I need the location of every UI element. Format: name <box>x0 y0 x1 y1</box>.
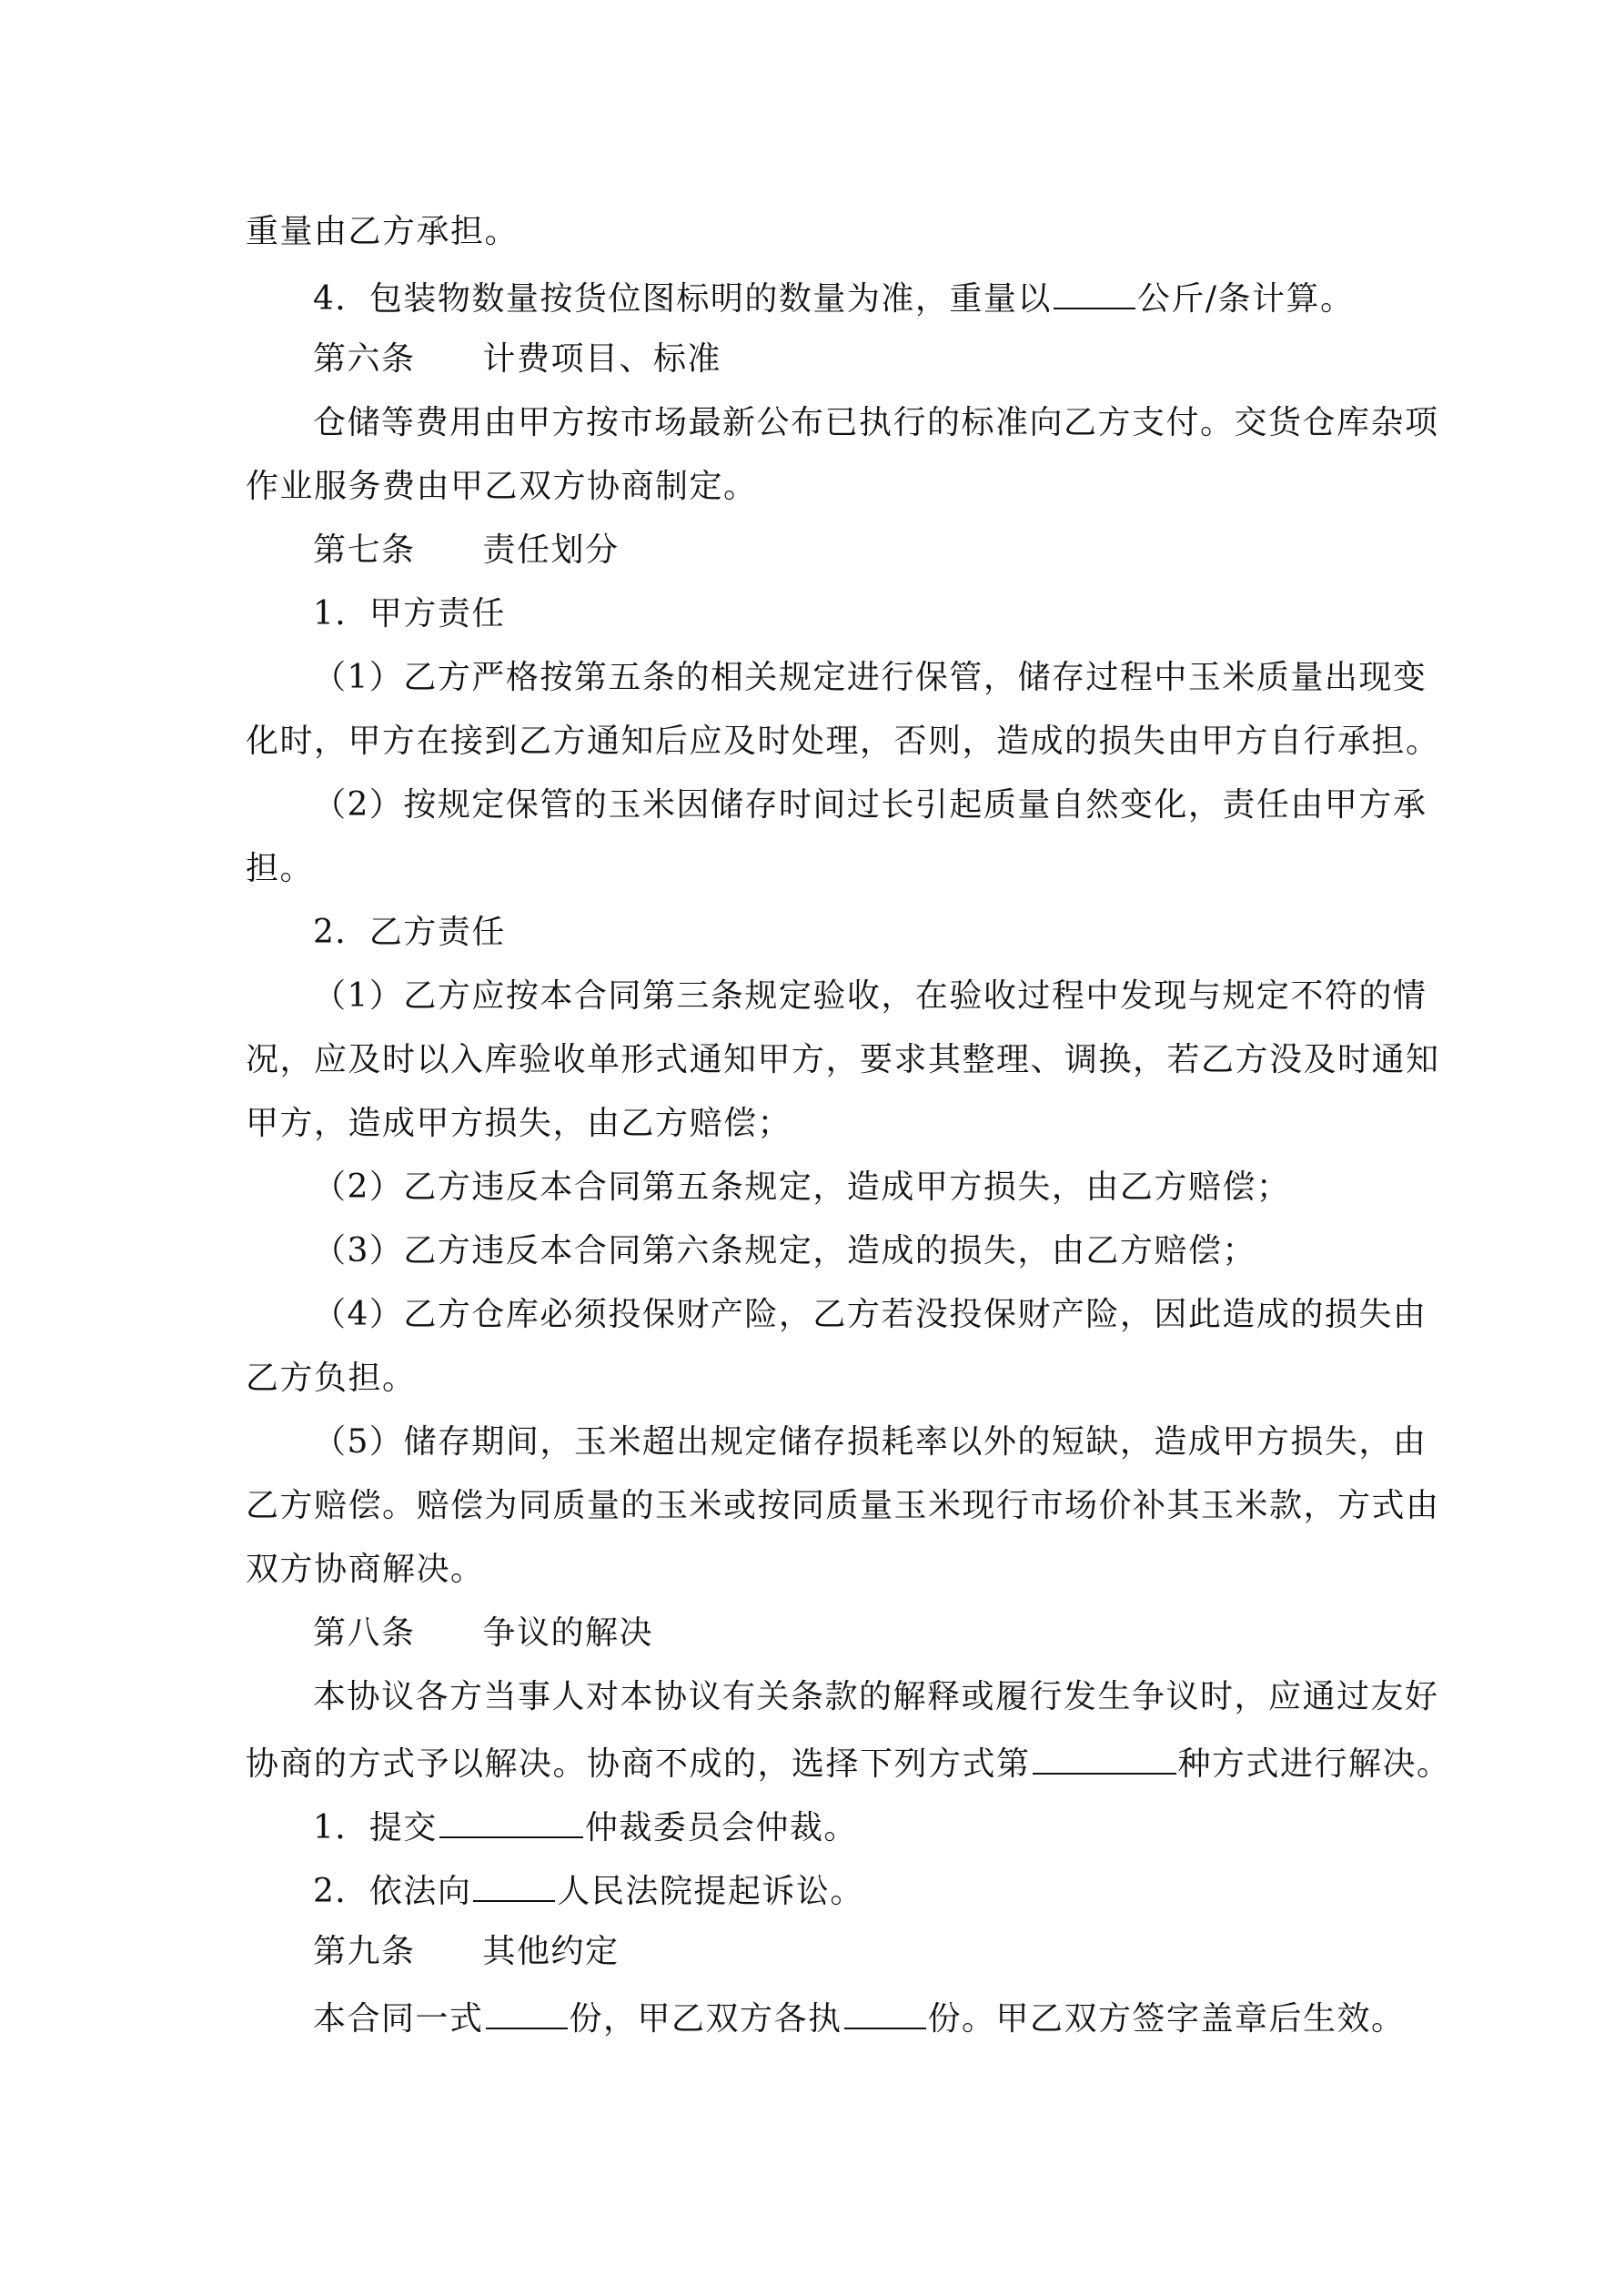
text-segment: 份，甲乙双方各执 <box>569 2000 842 2038</box>
text-segment: 协商的方式予以解决。协商不成的，选择下列方式第 <box>246 1745 1031 1783</box>
text-segment: 4．包装物数量按货位图标明的数量为准，重量以 <box>313 280 1052 318</box>
fill-in-blank <box>844 1984 926 2029</box>
text-line: （4）乙方仓库必须投保财产险，乙方若没投保财产险，因此造成的损失由 <box>313 1296 1427 1333</box>
text-line: 乙方负担。 <box>246 1360 417 1397</box>
article-number: 第七条 <box>313 531 416 569</box>
text-segment: 本合同一式 <box>313 2000 484 2038</box>
text-line: （1）乙方应按本合同第三条规定验收，在验收过程中发现与规定不符的情 <box>313 977 1427 1015</box>
text-line: （2）按规定保管的玉米因储存时间过长引起质量自然变化，责任由甲方承 <box>313 786 1427 824</box>
text-line: 担。 <box>246 850 315 887</box>
article-title: 争议的解决 <box>482 1614 654 1652</box>
article-number: 第六条 <box>313 340 416 378</box>
text-line: （3）乙方违反本合同第六条规定，造成的损失，由乙方赔偿； <box>313 1232 1256 1269</box>
article-number: 第八条 <box>313 1614 416 1652</box>
article-9-heading <box>246 1920 1390 1984</box>
text-line: 化时，甲方在接到乙方通知后应及时处理，否则，造成的损失由甲方自行承担。 <box>246 723 1440 760</box>
litigation-option <box>246 1856 1390 1920</box>
text-line: 双方协商解决。 <box>246 1551 485 1588</box>
article-title: 其他约定 <box>482 1933 620 1970</box>
text-segment: 公斤/条计算。 <box>1136 280 1355 318</box>
copies-line <box>246 1984 1406 2048</box>
clause-5-item-4 <box>246 264 1390 328</box>
text-line: 作业服务费由甲乙双方协商制定。 <box>246 468 758 505</box>
article-number: 第九条 <box>313 1933 416 1970</box>
fill-in-blank <box>1054 264 1135 309</box>
text-segment: 人民法院提起诉讼。 <box>557 1873 864 1910</box>
text-segment: 仲裁委员会仲裁。 <box>584 1809 858 1846</box>
contract-text <box>246 200 1451 2048</box>
dispute-choice-line <box>246 1729 1451 1793</box>
article-8-heading <box>246 1602 1390 1665</box>
text-line: （5）储存期间，玉米超出规定储存损耗率以外的短缺，造成甲方损失，由 <box>313 1423 1427 1461</box>
fill-in-blank <box>1033 1729 1176 1775</box>
text-line: 乙方赔偿。赔偿为同质量的玉米或按同质量玉米现行市场价补其玉米款，方式由 <box>246 1487 1440 1524</box>
text-line: 况，应及时以入库验收单形式通知甲方，要求其整理、调换，若乙方没及时通知 <box>246 1041 1440 1078</box>
text-line: 甲方，造成甲方损失，由乙方赔偿； <box>246 1105 792 1142</box>
text-segment: 份。甲乙双方签字盖章后生效。 <box>927 2000 1406 2038</box>
text-segment: 1．提交 <box>313 1809 438 1846</box>
text-segment: 种方式进行解决。 <box>1177 1745 1451 1783</box>
article-7-heading <box>246 519 1390 582</box>
fill-in-blank <box>439 1793 583 1838</box>
text-line: 仓储等费用由甲方按市场最新公布已执行的标准向乙方支付。交货仓库杂项 <box>313 404 1439 441</box>
article-6-heading <box>246 328 1390 391</box>
arbitration-option <box>246 1793 1390 1856</box>
text-line: 重量由乙方承担。 <box>246 213 519 250</box>
fill-in-blank <box>473 1856 555 1902</box>
article-title: 责任划分 <box>482 531 620 569</box>
text-line: （2）乙方违反本合同第五条规定，造成甲方损失，由乙方赔偿； <box>313 1168 1291 1206</box>
text-line: 本协议各方当事人对本协议有关条款的解释或履行发生争议时，应通过友好 <box>313 1678 1439 1715</box>
subsection-heading: 2．乙方责任 <box>313 914 506 951</box>
text-segment: 2．依法向 <box>313 1873 472 1910</box>
subsection-heading: 1．甲方责任 <box>313 595 506 632</box>
fill-in-blank <box>486 1984 568 2029</box>
article-title: 计费项目、标准 <box>482 340 722 378</box>
text-line: （1）乙方严格按第五条的相关规定进行保管，储存过程中玉米质量出现变 <box>313 659 1427 696</box>
